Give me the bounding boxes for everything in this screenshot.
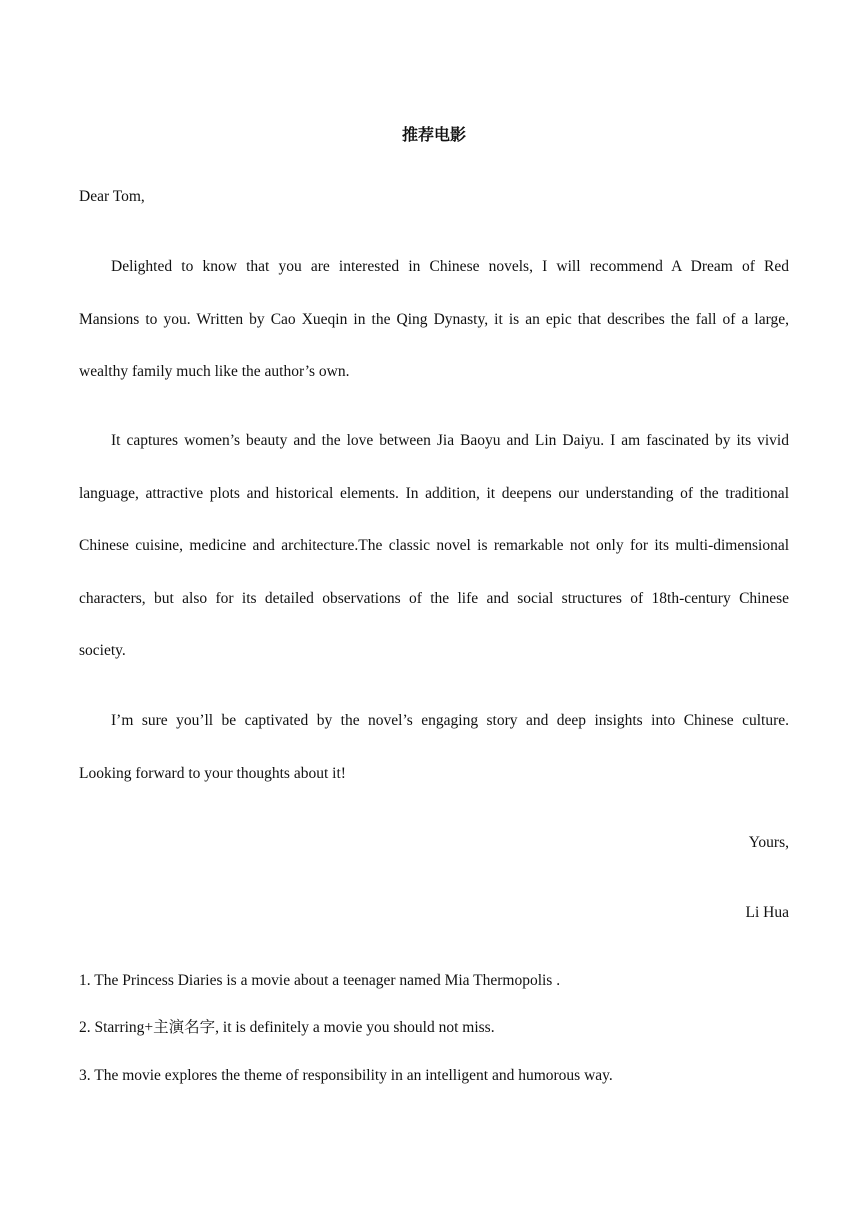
paragraph-2-line-1: It captures women’s beauty and the love between Jia Baoyu and Lin Daiyu. I am fascinated by its vivid [111,432,789,449]
paragraph-2-line-3: Chinese cuisine, medicine and architecture.The classic novel is remarkable not only for its multi-dimensional [79,537,789,554]
paragraph-1-line-1: Delighted to know that you are interested in Chinese novels, I will recommend A Dream of Red [111,258,789,275]
paragraph-2-line-4: characters, but also for its detailed observations of the life and social structures of 18th-century Chinese [79,590,789,607]
letter-greeting: Dear Tom, [79,188,145,205]
letter-closing: Yours, [748,834,789,851]
note-item-3: 3. The movie explores the theme of responsibility in an intelligent and humorous way. [79,1067,613,1084]
paragraph-3-line-1: I’m sure you’ll be captivated by the novel’s engaging story and deep insights into Chinese culture. [111,712,789,729]
paragraph-2-line-2: language, attractive plots and historical elements. In addition, it deepens our understanding of the traditional [79,485,789,502]
paragraph-2-line-5: society. [79,642,126,659]
paragraph-1-line-3: wealthy family much like the author’s own. [79,363,350,380]
page-title: 推荐电影 [401,125,466,144]
letter-signature: Li Hua [745,904,789,921]
paragraph-1-line-2: Mansions to you. Written by Cao Xueqin in the Qing Dynasty, it is an epic that describes the fall of a large, [79,311,789,328]
note-item-2: 2. Starring+主演名字, it is definitely a movie you should not miss. [79,1019,495,1036]
note-item-1: 1. The Princess Diaries is a movie about a teenager named Mia Thermopolis . [79,972,561,989]
paragraph-3-line-2: Looking forward to your thoughts about it! [79,765,346,782]
